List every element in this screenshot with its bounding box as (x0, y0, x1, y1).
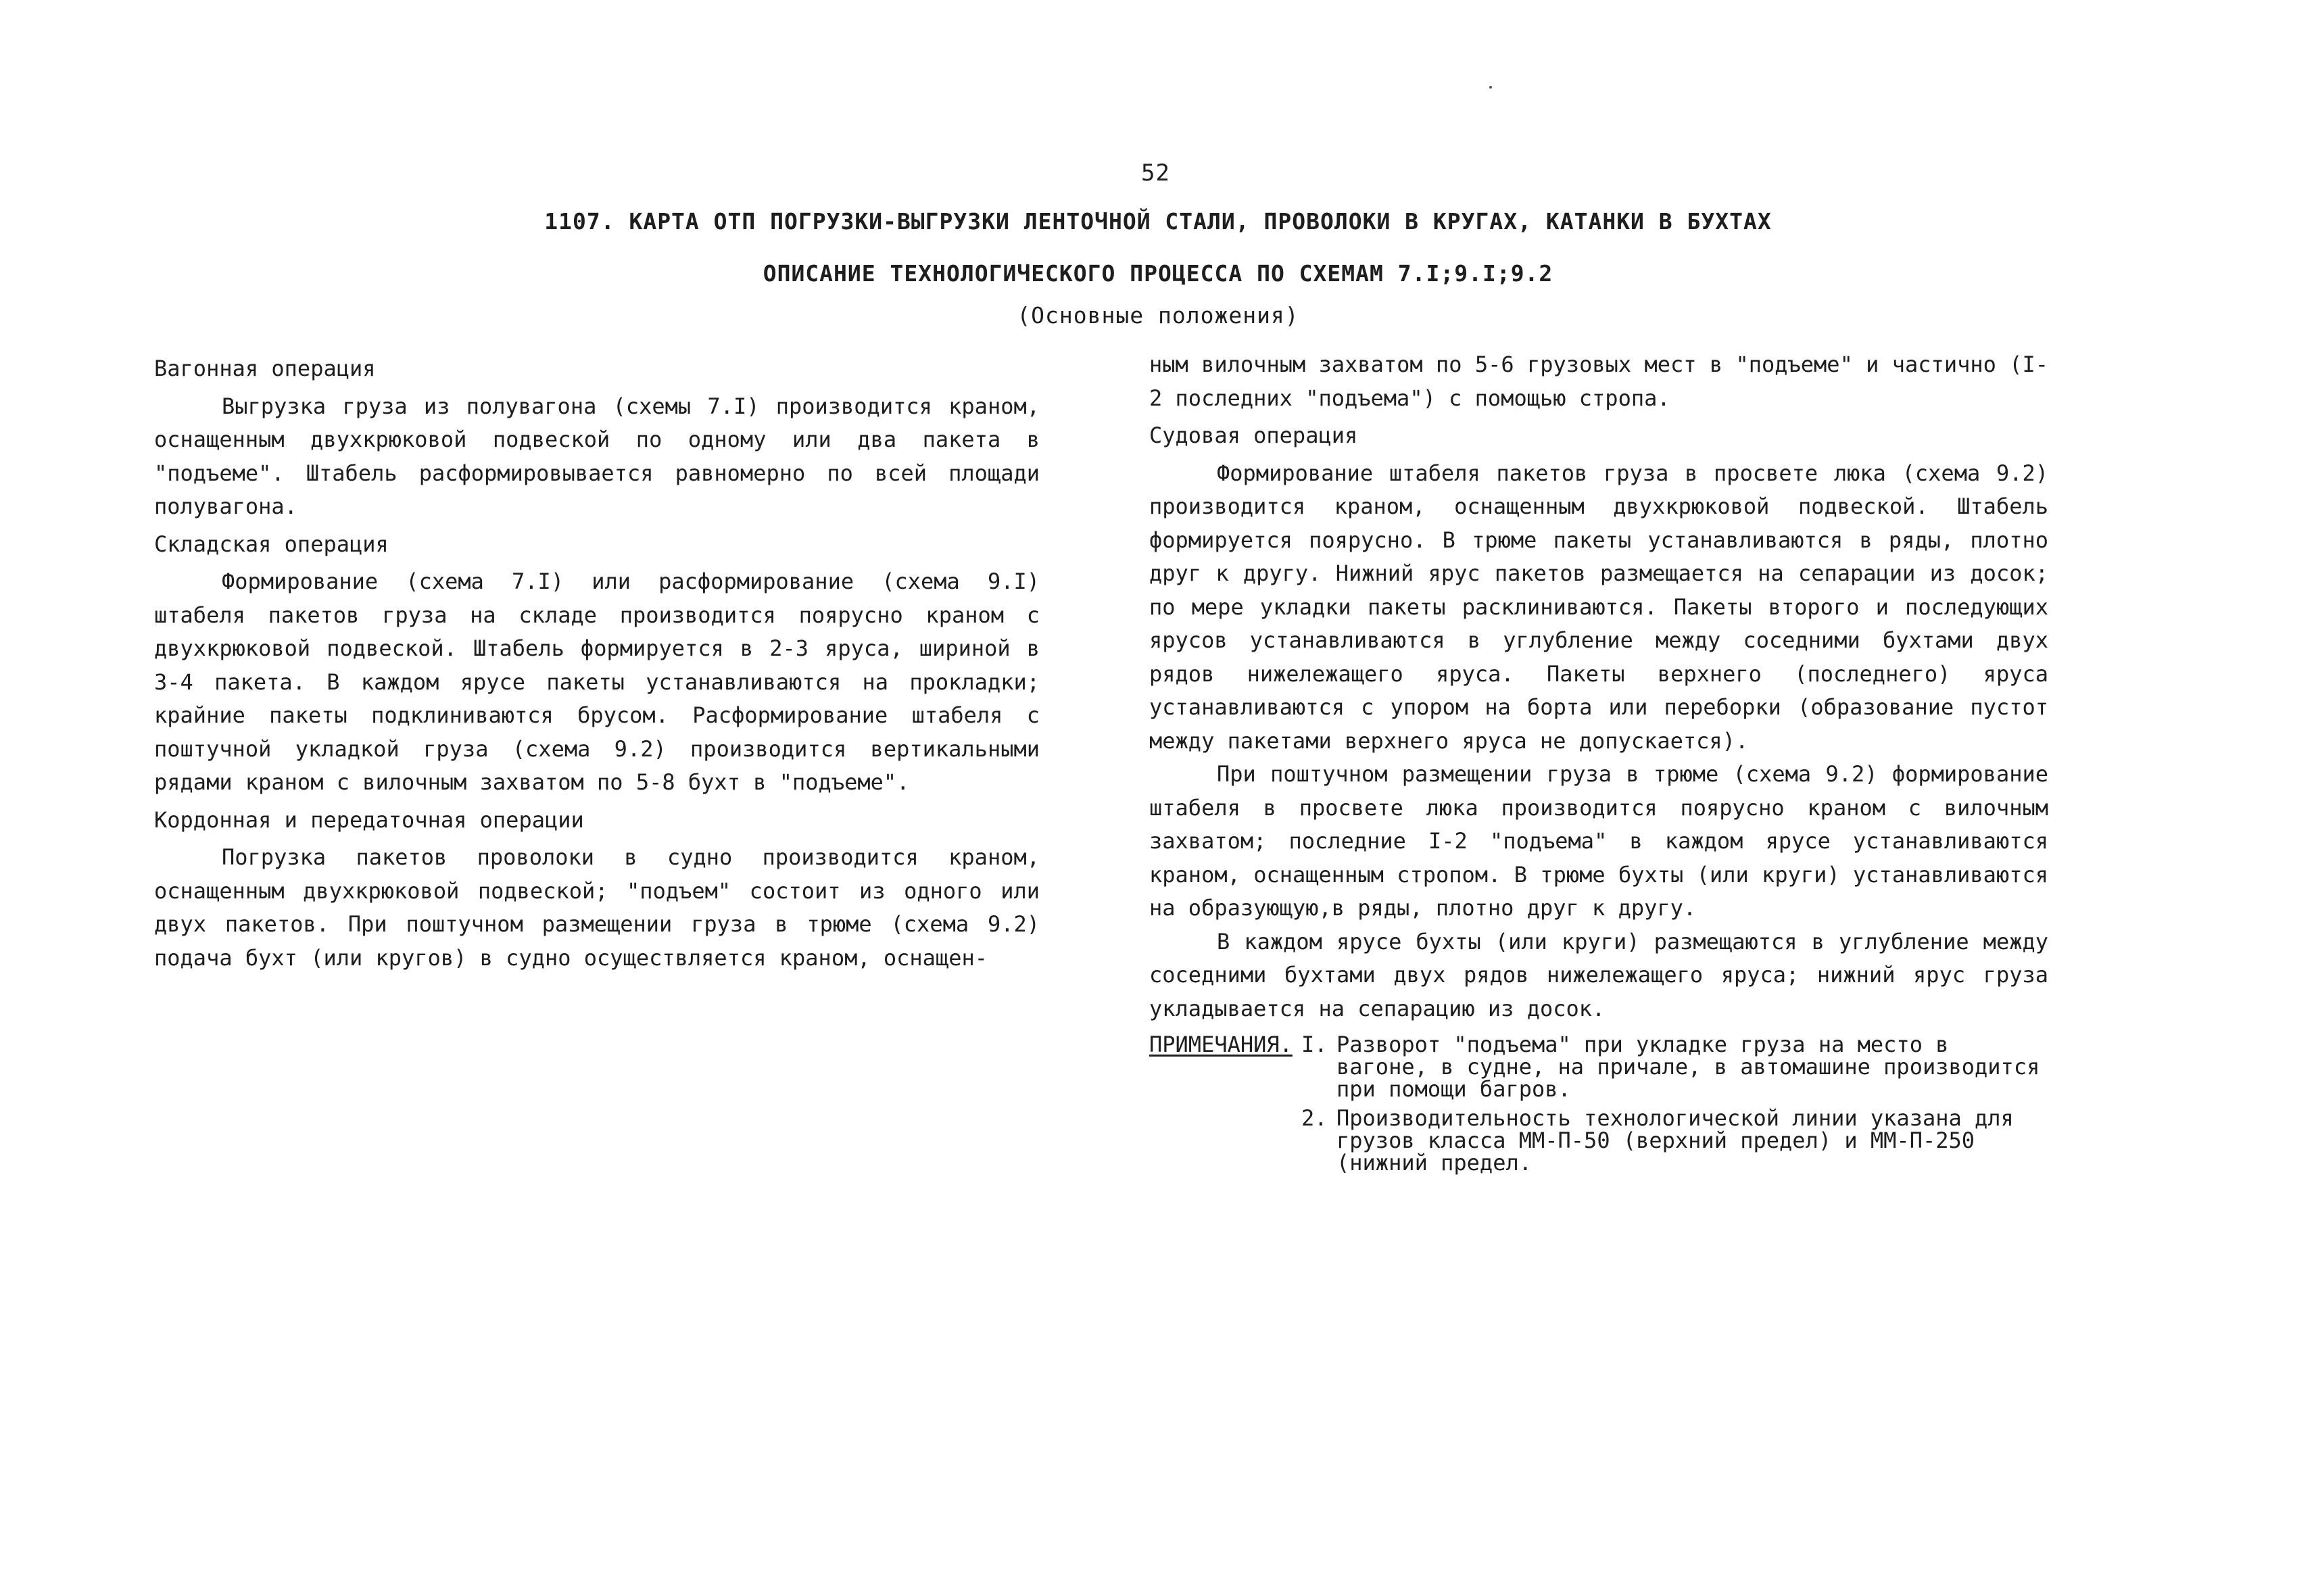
page-number: 52 (1141, 160, 1170, 187)
heading-warehouse-operation: Складская операция (154, 531, 389, 557)
notes-label: ПРИМЕЧАНИЯ. (1149, 1032, 1293, 1057)
paragraph-ship-operation: Формирование штабеля пакетов груза в просвете люка (схема 9.2) производится краном, оснащенным двухкрюковой подвеской. Штабель формируется поярусно. В трюме пакеты устанавливаются в ряды, плотно друг к другу. Нижний ярус пакетов размещается на сепарации из досок; по мере укладки пакеты расклиниваются. Пакеты второго и последующих ярусов устанавливаются в углубление между соседними бухтами двух рядов нижележащего яруса. Пакеты верхнего (последнего) яруса устанавливаются с упором на борта или переборки (образование пустот между пакетами верхнего яруса не допускается). (1149, 460, 2048, 754)
right-column (1149, 348, 2048, 1181)
heading-ship-operation: Судовая операция (1149, 422, 1358, 448)
scan-speck (1489, 86, 1492, 89)
note-number: I. (1301, 1032, 1328, 1057)
note-number: 2. (1301, 1105, 1328, 1131)
document-title: 1107. КАРТА ОТП ПОГРУЗКИ-ВЫГРУЗКИ ЛЕНТОЧНОЙ СТАЛИ, ПРОВОЛОКИ В КРУГАХ, КАТАНКИ В БУХТАХ (544, 208, 1772, 235)
paragraph-cordon-operation: Погрузка пакетов проволоки в судно производится краном, оснащенным двухкрюковой подвеской; "подъем" состоит из одного или двух пакетов. При поштучном размещении груза в трюме (схема 9.2) подача бухт (или кругов) в судно осуществляется краном, оснащен- (154, 844, 1040, 971)
notes-block (1149, 1034, 2048, 1174)
note-text: Производительность технологической линии указана для грузов класса ММ-П-50 (верхний предел) и ММ-П-250 (нижний предел. (1336, 1105, 2014, 1176)
note-item (1149, 1034, 2048, 1101)
paragraph-continuation: ным вилочным захватом по 5-6 грузовых мест в "подъеме" и частично (I-2 последних "подъема") с помощью стропа. (1149, 352, 2048, 411)
paragraph-warehouse-operation: Формирование (схема 7.I) или расформирование (схема 9.I) штабеля пакетов груза на складе производится поярусно краном с двухкрюковой подвеской. Штабель формируется в 2-3 яруса, шириной в 3-4 пакета. В каждом ярусе пакеты устанавливаются на прокладки; крайние пакеты подклиниваются брусом. Расформирование штабеля с поштучной укладкой груза (схема 9.2) производится вертикальными рядами краном с вилочным захватом по 5-8 бухт в "подъеме". (154, 569, 1040, 795)
paragraph-wagon-operation: Выгрузка груза из полувагона (схемы 7.I) производится краном, оснащенным двухкрюковой подвеской по одному или два пакета в "подъеме". Штабель расформировывается равномерно по всей площади полувагона. (154, 393, 1040, 519)
paragraph-tier-placement: В каждом ярусе бухты (или круги) размещаются в углубление между соседними бухтами двух рядов нижележащего яруса; нижний ярус груза укладывается на сепарацию из досок. (1149, 928, 2048, 1021)
left-column (154, 348, 1040, 975)
note-item (1149, 1107, 2048, 1174)
heading-wagon-operation: Вагонная операция (154, 356, 376, 381)
note-text: Разворот "подъема" при укладке груза на место в вагоне, в судне, на причале, в автомашине производится при помощи багров. (1336, 1032, 2040, 1102)
paragraph-piece-placement: При поштучном размещении груза в трюме (схема 9.2) формирование штабеля в просвете люка производится поярусно краном с вилочным захватом; последние I-2 "подъема" в каждом ярусе устанавливаются краном, оснащенным стропом. В трюме бухты (или круги) устанавливаются на образующую,в ряды, плотно друг к другу. (1149, 761, 2048, 921)
heading-cordon-operation: Кордонная и передаточная операции (154, 806, 584, 833)
section-subtitle: (Основные положения) (1017, 302, 1299, 329)
section-title: ОПИСАНИЕ ТЕХНОЛОГИЧЕСКОГО ПРОЦЕССА ПО СХЕМАМ 7.I;9.I;9.2 (763, 260, 1553, 287)
